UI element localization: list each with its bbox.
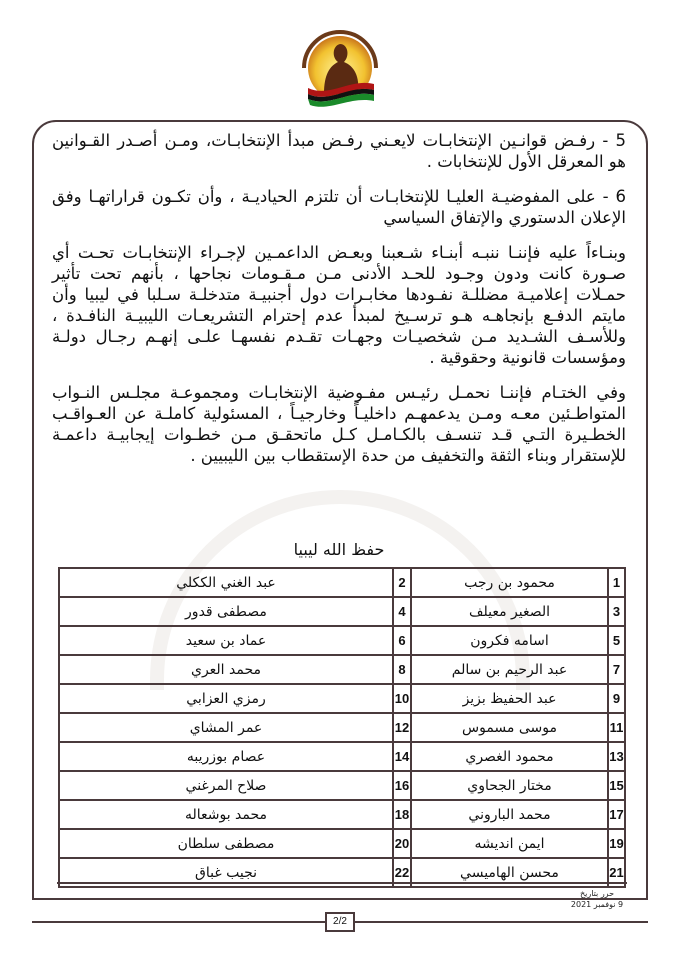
right-name-cell: ايمن انديشه [411,829,608,858]
left-name-cell: عمر المشاي [59,713,393,742]
left-number-cell: 14 [393,742,411,771]
right-number-cell: 11 [608,713,625,742]
right-number-cell: 1 [608,568,625,597]
left-name-cell: عصام بوزريبه [59,742,393,771]
signatory-row [59,684,625,713]
signatory-row [59,771,625,800]
right-number-cell: 13 [608,742,625,771]
right-name-cell: اسامه فكرون [411,626,608,655]
left-number-cell: 6 [393,626,411,655]
left-name-cell: مصطفى قدور [59,597,393,626]
left-name-cell: محمد بوشعاله [59,800,393,829]
footer-rule-right [355,921,648,923]
right-name-cell: عبد الرحيم بن سالم [411,655,608,684]
signatory-row [59,655,625,684]
signatory-row [59,597,625,626]
right-name-cell: موسى مسموس [411,713,608,742]
point-5-paragraph: 5 - رفـض قوانـين الإنتخابـات لايعـني رفـض مبدأ الإنتخابـات، ومـن أصـدر القـوانين هو المعرقل الأول للإنتخابات . [52,131,626,171]
right-number-cell: 15 [608,771,625,800]
signatory-row [59,626,625,655]
right-name-cell: محمود بن رجب [411,568,608,597]
left-name-cell: عبد الغني الككلي [59,568,393,597]
right-number-cell: 19 [608,829,625,858]
right-name-cell: عبد الحفيظ بزيز [411,684,608,713]
right-number-cell: 9 [608,684,625,713]
footer-date-block [564,888,630,910]
left-number-cell: 16 [393,771,411,800]
left-number-cell: 20 [393,829,411,858]
left-number-cell: 2 [393,568,411,597]
document-date: 9 نوفمبر 2021 [570,900,624,909]
left-number-cell: 4 [393,597,411,626]
right-name-cell: محمود الغصري [411,742,608,771]
right-number-cell: 21 [608,858,625,887]
left-name-cell: محمد العري [59,655,393,684]
right-name-cell: محمد الباروني [411,800,608,829]
document-body [52,126,626,480]
left-name-cell: نجيب غباق [59,858,393,887]
right-number-cell: 7 [608,655,625,684]
emblem-icon [290,8,390,112]
left-number-cell: 18 [393,800,411,829]
signatory-row [59,713,625,742]
point-6-paragraph: 6 - على المفوضيـة العليـا للإنتخابـات أن تلتزم الحياديـة ، وأن تكـون قراراتهـا وفق الإعلان الدستوري والإتفاق السياسي [52,187,626,227]
right-number-cell: 5 [608,626,625,655]
footer-rule-left [32,921,325,923]
signatories-table [58,567,626,888]
signatory-row [59,800,625,829]
organization-logo [290,8,390,112]
written-on-label: حرر بتاريخ [579,889,615,898]
warning-paragraph: وبنـاءاً عليه فإننـا ننبـه أبنـاء شـعبنا وبعـض الداعمـين لإجـراء الإنتخابـات تحـت أي صـورة كانت ودون وجـود للحـد الأدنى مـن مـقـومات نجاحها ، بأنهم تحت تأثير حمـلات إعلاميـة مضللـة نفـودها مخابـرات دول أجنبيـة متدخلـة سـلبا في ليبيا وأن مايتم الدفـع بإنجاهـه هـو ترسـيخ لمبدأ عدم إحترام التشريعـات الليبيـة النافـدة ، وللأسـف الشـديد مـن شخصيـات وجهـات تقـدم نفسهـا علـى إنهـم رجـال دولـة ومؤسسات قانونية وحقوقية . [52,243,626,367]
left-number-cell: 8 [393,655,411,684]
left-number-cell: 10 [393,684,411,713]
left-number-cell: 12 [393,713,411,742]
right-name-cell: الصغير معيلف [411,597,608,626]
right-name-cell: مختار الجحاوي [411,771,608,800]
conclusion-paragraph: وفي الختـام فإننـا نحمـل رئيـس مفـوضية الإنتخابـات ومجموعـة مجلـس النـواب المتواطـئين معـه ومـن يدعمهـم داخليـاً وخارجيـاً ، المسئولية كاملـة عن العـواقـب الخطـيرة التـي قـد تنسـف بالكـامـل كـل ماتحقـق مـن خطـوات إيجابيـة داعمـة للإستقرار وبناء الثقة والتخفيف من حدة الإستقطاب بين الليبيين . [52,383,626,465]
signatory-row [59,568,625,597]
left-number-cell: 22 [393,858,411,887]
left-name-cell: عماد بن سعيد [59,626,393,655]
left-name-cell: مصطفى سلطان [59,829,393,858]
right-number-cell: 17 [608,800,625,829]
closing-title: حفظ الله ليبيا [293,540,385,559]
left-name-cell: رمزي العزابي [59,684,393,713]
signatory-row [59,742,625,771]
signatory-row [59,829,625,858]
right-number-cell: 3 [608,597,625,626]
right-name-cell: محسن الهاميسي [411,858,608,887]
page-indicator: 2/2 [325,912,355,932]
table-bottom-rule [57,882,627,884]
left-name-cell: صلاح المرغني [59,771,393,800]
